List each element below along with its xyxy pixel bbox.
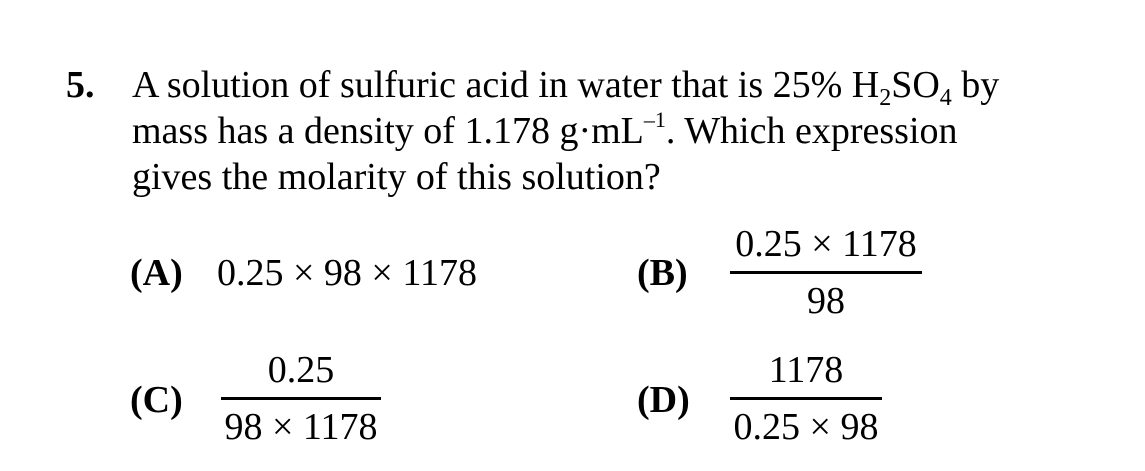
stem-text: by [951,64,1000,106]
option-b-denominator: 98 [807,280,845,322]
option-a-expression[interactable]: 0.25 × 98 × 1178 [217,252,477,294]
stem-text: . Which expression [665,110,958,152]
stem-line-2 [132,108,1122,154]
stem-text: A solution of sulfuric acid in water that is 25% H [132,64,880,106]
subscript: 2 [879,85,892,111]
option-a-label[interactable]: (A) [130,252,183,294]
stem-text: mass has a density of 1.178 g·mL [132,110,644,152]
option-c-label[interactable]: (C) [130,379,183,421]
stem-line-1 [132,62,1122,111]
option-d-numerator: 1178 [768,349,844,391]
fraction-bar [730,271,922,274]
subscript: 4 [939,85,952,111]
stem-line-3: gives the molarity of this solution? [132,156,661,198]
fraction-bar [221,397,381,400]
superscript: –1 [643,107,666,132]
question-stem [132,62,1122,200]
option-b-fraction[interactable] [730,221,922,324]
option-c-numerator: 0.25 [267,349,335,391]
fraction-bar [730,397,882,400]
option-d-denominator: 0.25 × 98 [733,406,879,448]
option-d-label[interactable]: (D) [637,379,690,421]
question-number: 5. [66,64,95,106]
option-b-label[interactable]: (B) [637,252,688,294]
option-d-fraction[interactable] [730,347,882,450]
option-b-numerator: 0.25 × 1178 [735,223,917,265]
option-c-denominator: 98 × 1178 [224,406,378,448]
option-c-fraction[interactable] [221,347,381,450]
stem-text: SO [891,64,940,106]
